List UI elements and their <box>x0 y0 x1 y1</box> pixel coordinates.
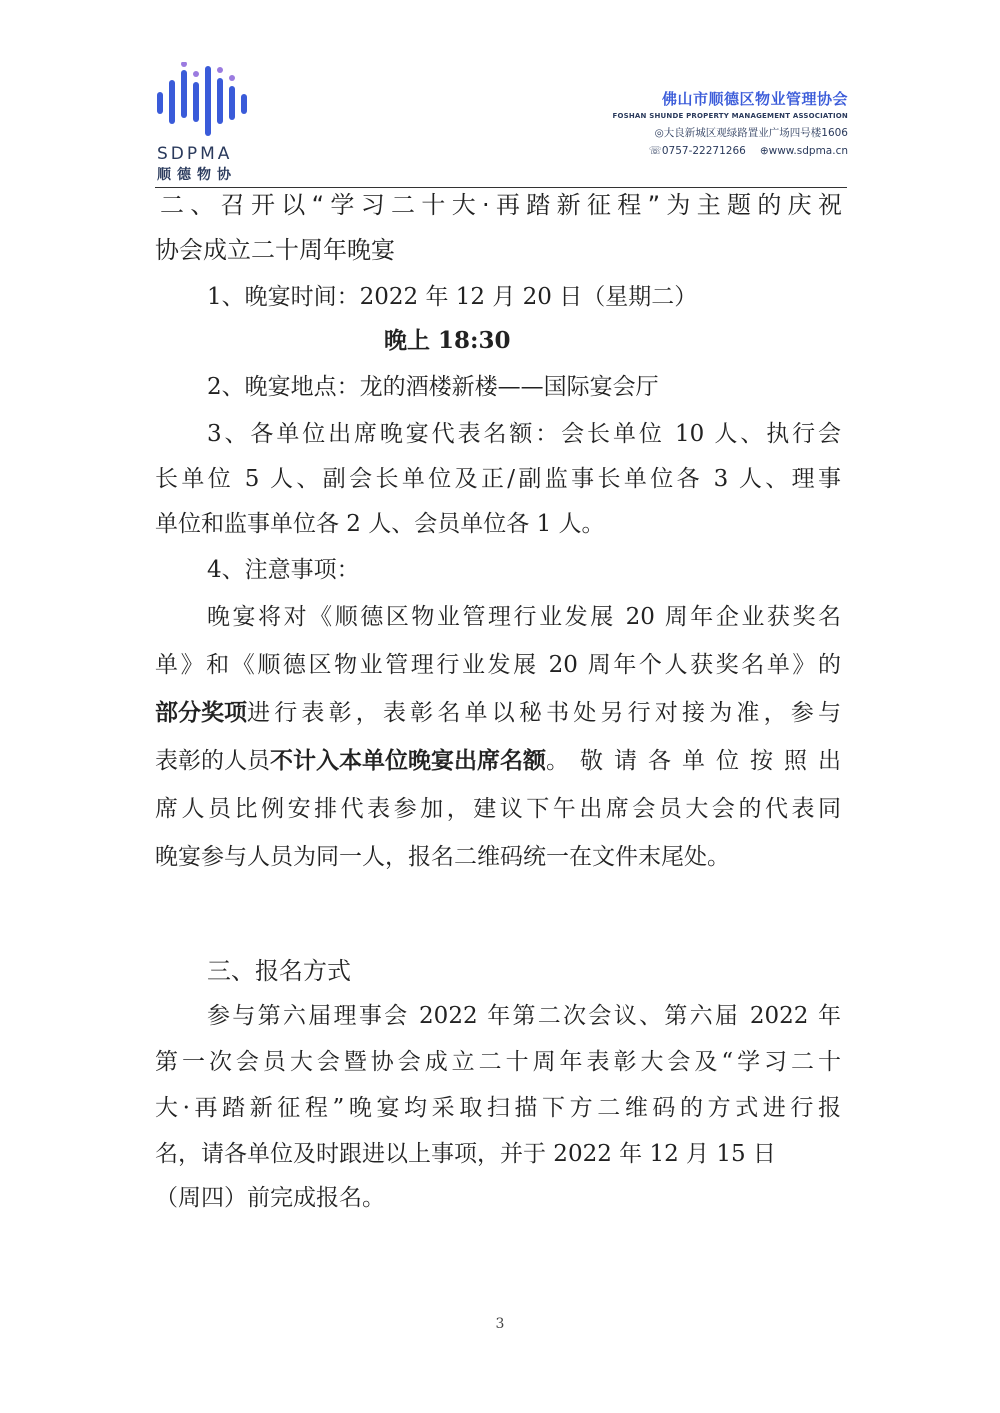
item2: 2、晚宴地点：龙的酒楼新楼——国际宴会厅 <box>207 374 659 400</box>
org-name-cn: 佛山市顺德区物业管理协会 <box>661 90 848 108</box>
item1-line1: 1、晚宴时间：2022 年 12 月 20 日（星期二） <box>207 284 698 310</box>
note-line3 <box>155 698 841 728</box>
item3-line2: 长单位 5 人、副会长单位及正/副监事长单位各 3 人、理事 <box>155 466 841 492</box>
note-line2: 单》和《顺德区物业管理行业发展 20 周年个人获奖名单》的 <box>155 652 841 678</box>
note-line6: 晚宴参与人员为同一人，报名二维码统一在文件末尾处。 <box>155 844 730 870</box>
item1-line2: 晚上 18:30 <box>384 327 511 354</box>
logo-text-en: SDPMA <box>157 144 233 164</box>
item3-line3: 单位和监事单位各 2 人、会员单位各 1 人。 <box>155 511 605 537</box>
org-phone: ☏0757-22271266 <box>648 145 746 157</box>
org-website: ⊕www.sdpma.cn <box>759 145 848 157</box>
sdpma-logo <box>155 62 255 188</box>
note-line3-text: 进行表彰，表彰名单以秘书处另行对接为准，参与 <box>247 700 841 726</box>
item4: 4、注意事项： <box>207 557 360 583</box>
org-address: ◎大良新城区观绿路置业广场四号楼1606 <box>654 127 848 139</box>
logo-bars-icon <box>155 62 255 142</box>
section3-line2: 第一次会员大会暨协会成立二十周年表彰大会及“学习二十 <box>155 1049 841 1075</box>
note-emphasis-awards: 部分奖项 <box>155 699 247 726</box>
organization-info <box>588 88 848 157</box>
section3-line3: 大·再踏新征程”晚宴均采取扫描下方二维码的方式进行报 <box>155 1095 841 1121</box>
section3-line5: （周四）前完成报名。 <box>155 1185 385 1211</box>
section2-title-line2: 协会成立二十周年晚宴 <box>155 236 395 264</box>
header-divider <box>155 187 847 188</box>
org-contact <box>588 145 848 157</box>
note-line5: 席人员比例安排代表参加，建议下午出席会员大会的代表同 <box>155 796 841 822</box>
page-number: 3 <box>495 1316 505 1332</box>
note-line4 <box>155 746 841 776</box>
note-line4-pre: 表彰的人员 <box>155 748 270 774</box>
section3-line1: 参与第六届理事会 2022 年第二次会议、第六届 2022 年 <box>207 1003 841 1029</box>
note-line1: 晚宴将对《顺德区物业管理行业发展 20 周年企业获奖名 <box>207 604 841 630</box>
org-name-en: FOSHAN SHUNDE PROPERTY MANAGEMENT ASSOCIATION <box>612 112 848 120</box>
note-emphasis-quota: 不计入本单位晚宴出席名额 <box>270 747 546 774</box>
section3-title: 三、报名方式 <box>207 957 351 985</box>
note-line4-post: 。敬请各单位按照出 <box>546 748 841 774</box>
item3-line1: 3、各单位出席晚宴代表名额：会长单位 10 人、执行会 <box>207 421 841 447</box>
section2-title-line1: 二、召开以“学习二十大·再踏新征程”为主题的庆祝 <box>160 191 842 219</box>
logo-text-cn: 顺德物协 <box>157 167 237 183</box>
section3-line4: 名，请各单位及时跟进以上事项，并于 2022 年 12 月 15 日 <box>155 1141 776 1167</box>
